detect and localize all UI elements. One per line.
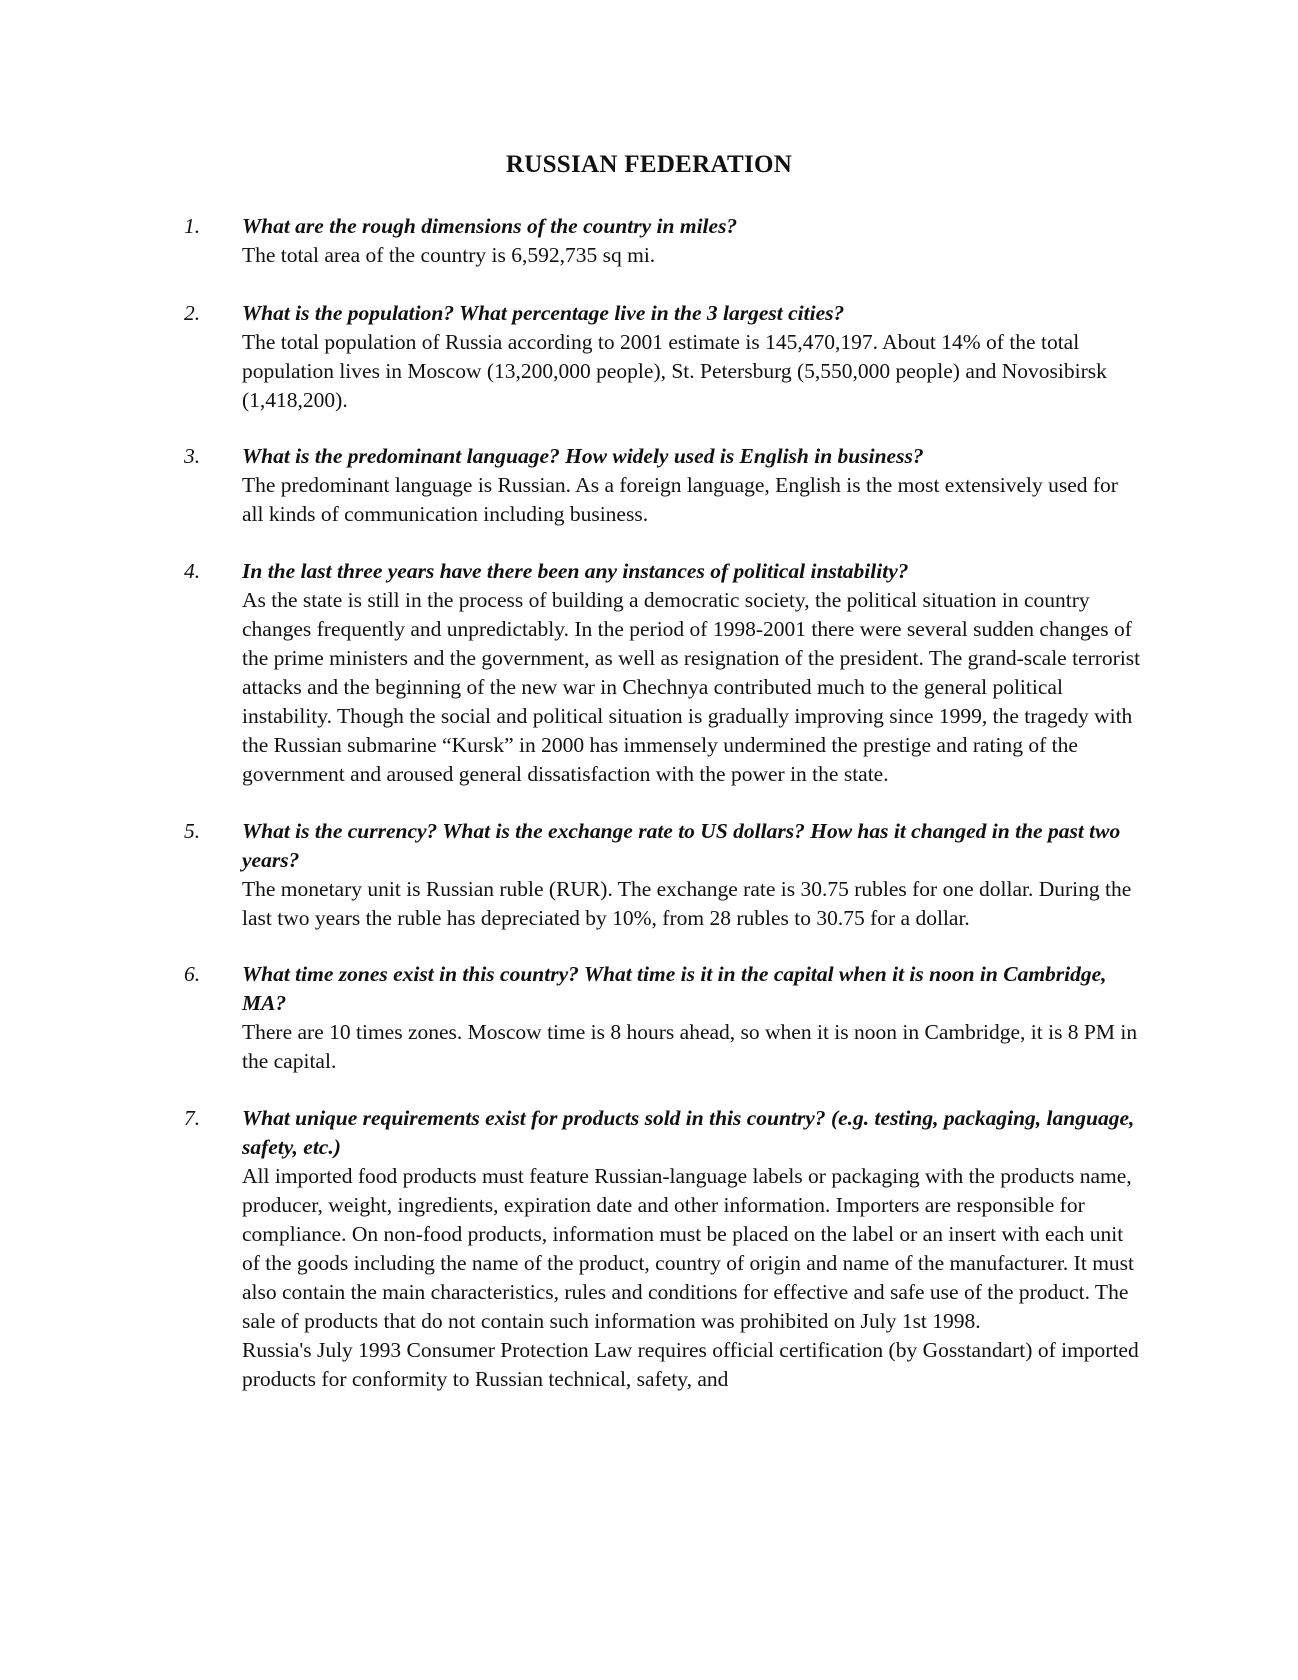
answer-paragraph: All imported food products must feature Russian-language labels or packaging with the products name, producer, weight, ingredients, expiration date and other information. Importers are responsible for compliance. On non-food products, information must be placed on the label or an insert with each unit of the goods including the name of the product, country of origin and name of the manufacturer. It must also contain the main characteristics, rules and conditions for effective and safe use of the product. The sale of products that do not contain such information was prohibited on July 1st 1998.: [242, 1164, 1135, 1333]
answer-text: [242, 1162, 1144, 1394]
question-item-4: [184, 557, 1144, 789]
question-text: In the last three years have there been any instances of political instability?: [242, 559, 909, 583]
answer-paragraph: Russia's July 1993 Consumer Protection Law requires official certification (by Gosstandart) of imported products for conformity to Russian technical, safety, and: [242, 1338, 1139, 1391]
question-item-3: [184, 442, 1144, 529]
question-text: What time zones exist in this country? What time is it in the capital when it is noon in Cambridge, MA?: [242, 962, 1107, 1015]
question-item-1: [184, 212, 1144, 270]
question-number: 7.: [184, 1106, 201, 1130]
question-item-6: [184, 960, 1144, 1076]
answer-text: [242, 875, 1144, 933]
question-number: 4.: [184, 559, 201, 583]
question-number: 1.: [184, 214, 201, 238]
answer-paragraph: As the state is still in the process of building a democratic society, the political situation in country changes frequently and unpredictably. In the period of 1998-2001 there were several sudden changes of the prime ministers and the government, as well as resignation of the president. The grand-scale terrorist attacks and the beginning of the new war in Chechnya contributed much to the general political instability. Though the social and political situation is gradually improving since 1999, the tragedy with the Russian submarine “Kursk” in 2000 has immensely undermined the prestige and rating of the government and aroused general dissatisfaction with the power in the state.: [242, 588, 1141, 786]
question-text: What is the currency? What is the exchange rate to US dollars? How has it changed in the past two years?: [242, 819, 1121, 872]
question-number: 3.: [184, 444, 201, 468]
question-text: What are the rough dimensions of the country in miles?: [242, 214, 738, 238]
question-number: 2.: [184, 301, 201, 325]
answer-text: [242, 1018, 1144, 1076]
answer-text: [242, 471, 1144, 529]
answer-text: [242, 328, 1144, 415]
answer-text: [242, 586, 1144, 789]
question-text: What unique requirements exist for products sold in this country? (e.g. testing, packaging, language, safety, etc.): [242, 1106, 1135, 1159]
answer-paragraph: The total population of Russia according to 2001 estimate is 145,470,197. About 14% of the total population lives in Moscow (13,200,000 people), St. Petersburg (5,550,000 people) and Novosibirsk (1,418,200).: [242, 330, 1107, 412]
question-item-7: [184, 1104, 1144, 1394]
answer-paragraph: The total area of the country is 6,592,735 sq mi.: [242, 243, 656, 267]
question-number: 5.: [184, 819, 201, 843]
question-text: What is the population? What percentage live in the 3 largest cities?: [242, 301, 845, 325]
question-list: [184, 212, 1144, 1394]
answer-paragraph: The monetary unit is Russian ruble (RUR). The exchange rate is 30.75 rubles for one dollar. During the last two years the ruble has depreciated by 10%, from 28 rubles to 30.75 for a dollar.: [242, 877, 1132, 930]
question-number: 6.: [184, 962, 201, 986]
document-title: RUSSIAN FEDERATION: [505, 151, 793, 178]
question-item-5: [184, 817, 1144, 933]
answer-paragraph: The predominant language is Russian. As a foreign language, English is the most extensively used for all kinds of communication including business.: [242, 473, 1118, 526]
answer-text: [242, 241, 1144, 270]
question-text: What is the predominant language? How widely used is English in business?: [242, 444, 924, 468]
answer-paragraph: There are 10 times zones. Moscow time is 8 hours ahead, so when it is noon in Cambridge, it is 8 PM in the capital.: [242, 1020, 1138, 1073]
question-item-2: [184, 299, 1144, 415]
